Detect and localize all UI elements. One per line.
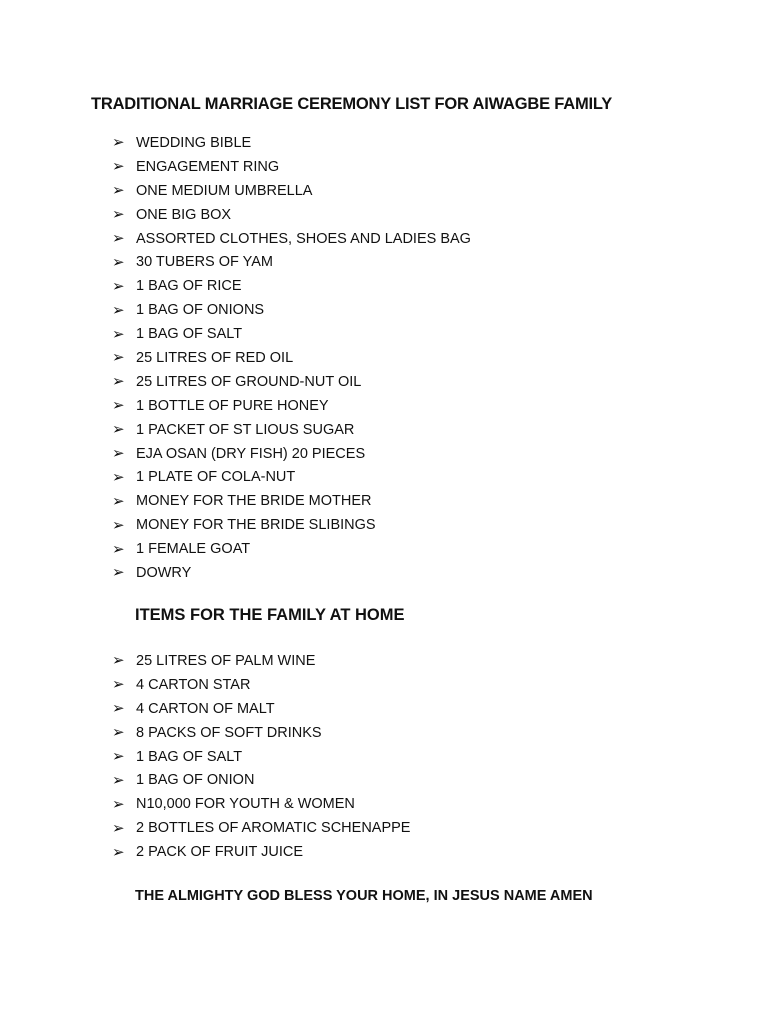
list-item [112,274,471,298]
arrow-bullet-icon: ➢ [112,748,125,765]
list-item [112,721,410,745]
arrow-bullet-icon: ➢ [112,795,125,813]
list-item [112,792,410,816]
list-item-text: N10,000 FOR YOUTH & WOMEN [136,796,355,813]
arrow-bullet-icon: ➢ [112,421,125,439]
list-item [112,537,471,561]
ceremony-items-list [112,131,471,585]
arrow-bullet-icon: ➢ [112,652,125,670]
list-item-text: 1 BAG OF SALT [136,748,243,765]
list-item-text: ONE MEDIUM UMBRELLA [136,182,313,199]
list-item [112,816,410,840]
list-item [112,673,410,697]
list-item [112,346,471,370]
list-item-text: DOWRY [136,564,192,581]
list-item-text: 25 LITRES OF RED OIL [136,349,294,366]
arrow-bullet-icon: ➢ [112,373,125,391]
family-section-title: ITEMS FOR THE FAMILY AT HOME [135,606,405,624]
list-item [112,513,471,537]
list-item-text: ONE BIG BOX [136,206,232,223]
arrow-bullet-icon: ➢ [112,206,125,224]
arrow-bullet-icon: ➢ [112,468,125,486]
arrow-bullet-icon: ➢ [112,700,125,718]
arrow-bullet-icon: ➢ [112,230,125,247]
arrow-bullet-icon: ➢ [112,445,125,463]
list-item-text: 1 BAG OF RICE [136,278,242,295]
list-item [112,155,471,179]
list-item-text: 4 CARTON STAR [136,676,251,693]
list-item-text: ENGAGEMENT RING [136,158,280,175]
list-item-text: 25 LITRES OF GROUND-NUT OIL [136,373,362,390]
list-item-text: 1 PLATE OF COLA-NUT [136,469,296,486]
arrow-bullet-icon: ➢ [112,564,125,582]
list-item [112,227,471,251]
list-item-text: 1 BAG OF ONION [136,772,255,789]
arrow-bullet-icon: ➢ [112,182,125,200]
list-item-text: 30 TUBERS OF YAM [136,254,273,271]
list-item [112,768,410,792]
arrow-bullet-icon: ➢ [112,724,125,742]
list-item-text: 2 BOTTLES OF AROMATIC SCHENAPPE [136,820,411,837]
arrow-bullet-icon: ➢ [112,325,125,343]
arrow-bullet-icon: ➢ [112,492,125,510]
arrow-bullet-icon: ➢ [112,771,125,789]
list-item-text: ASSORTED CLOTHES, SHOES AND LADIES BAG [136,230,471,247]
list-item-text: MONEY FOR THE BRIDE SLIBINGS [136,517,376,534]
list-item-text: 1 BAG OF SALT [136,326,243,343]
list-item [112,697,410,721]
list-item-text: 1 PACKET OF ST LIOUS SUGAR [136,421,355,438]
list-item [112,394,471,418]
arrow-bullet-icon: ➢ [112,843,125,861]
list-item-text: 1 BAG OF ONIONS [136,302,265,319]
arrow-bullet-icon: ➢ [112,277,125,295]
list-item [112,203,471,227]
list-item [112,561,471,585]
list-item [112,370,471,394]
arrow-bullet-icon: ➢ [112,301,125,319]
arrow-bullet-icon: ➢ [112,253,125,271]
list-item-text: MONEY FOR THE BRIDE MOTHER [136,493,372,510]
list-item-text: 1 FEMALE GOAT [136,541,251,558]
list-item [112,649,410,673]
list-item [112,442,471,466]
arrow-bullet-icon: ➢ [112,676,125,694]
list-item-text: 25 LITRES OF PALM WINE [136,652,316,669]
arrow-bullet-icon: ➢ [112,540,125,558]
list-item [112,131,471,155]
arrow-bullet-icon: ➢ [112,819,125,837]
list-item [112,465,471,489]
list-item [112,298,471,322]
list-item [112,489,471,513]
arrow-bullet-icon: ➢ [112,349,125,367]
arrow-bullet-icon: ➢ [112,397,125,415]
family-items-list [112,649,410,864]
list-item-text: 4 CARTON OF MALT [136,700,275,717]
list-item-text: EJA OSAN (DRY FISH) 20 PIECES [136,445,366,462]
document-title: TRADITIONAL MARRIAGE CEREMONY LIST FOR AIWAGBE FAMILY [91,95,613,113]
list-item-text: WEDDING BIBLE [136,134,252,151]
arrow-bullet-icon: ➢ [112,134,125,152]
arrow-bullet-icon: ➢ [112,516,125,534]
list-item [112,250,471,274]
list-item [112,745,410,769]
list-item-text: 2 PACK OF FRUIT JUICE [136,844,304,861]
arrow-bullet-icon: ➢ [112,158,125,176]
list-item [112,840,410,864]
list-item [112,418,471,442]
list-item-text: 1 BOTTLE OF PURE HONEY [136,397,329,414]
list-item [112,322,471,346]
list-item [112,179,471,203]
list-item-text: 8 PACKS OF SOFT DRINKS [136,724,322,741]
closing-blessing: THE ALMIGHTY GOD BLESS YOUR HOME, IN JESUS NAME AMEN [135,888,593,904]
